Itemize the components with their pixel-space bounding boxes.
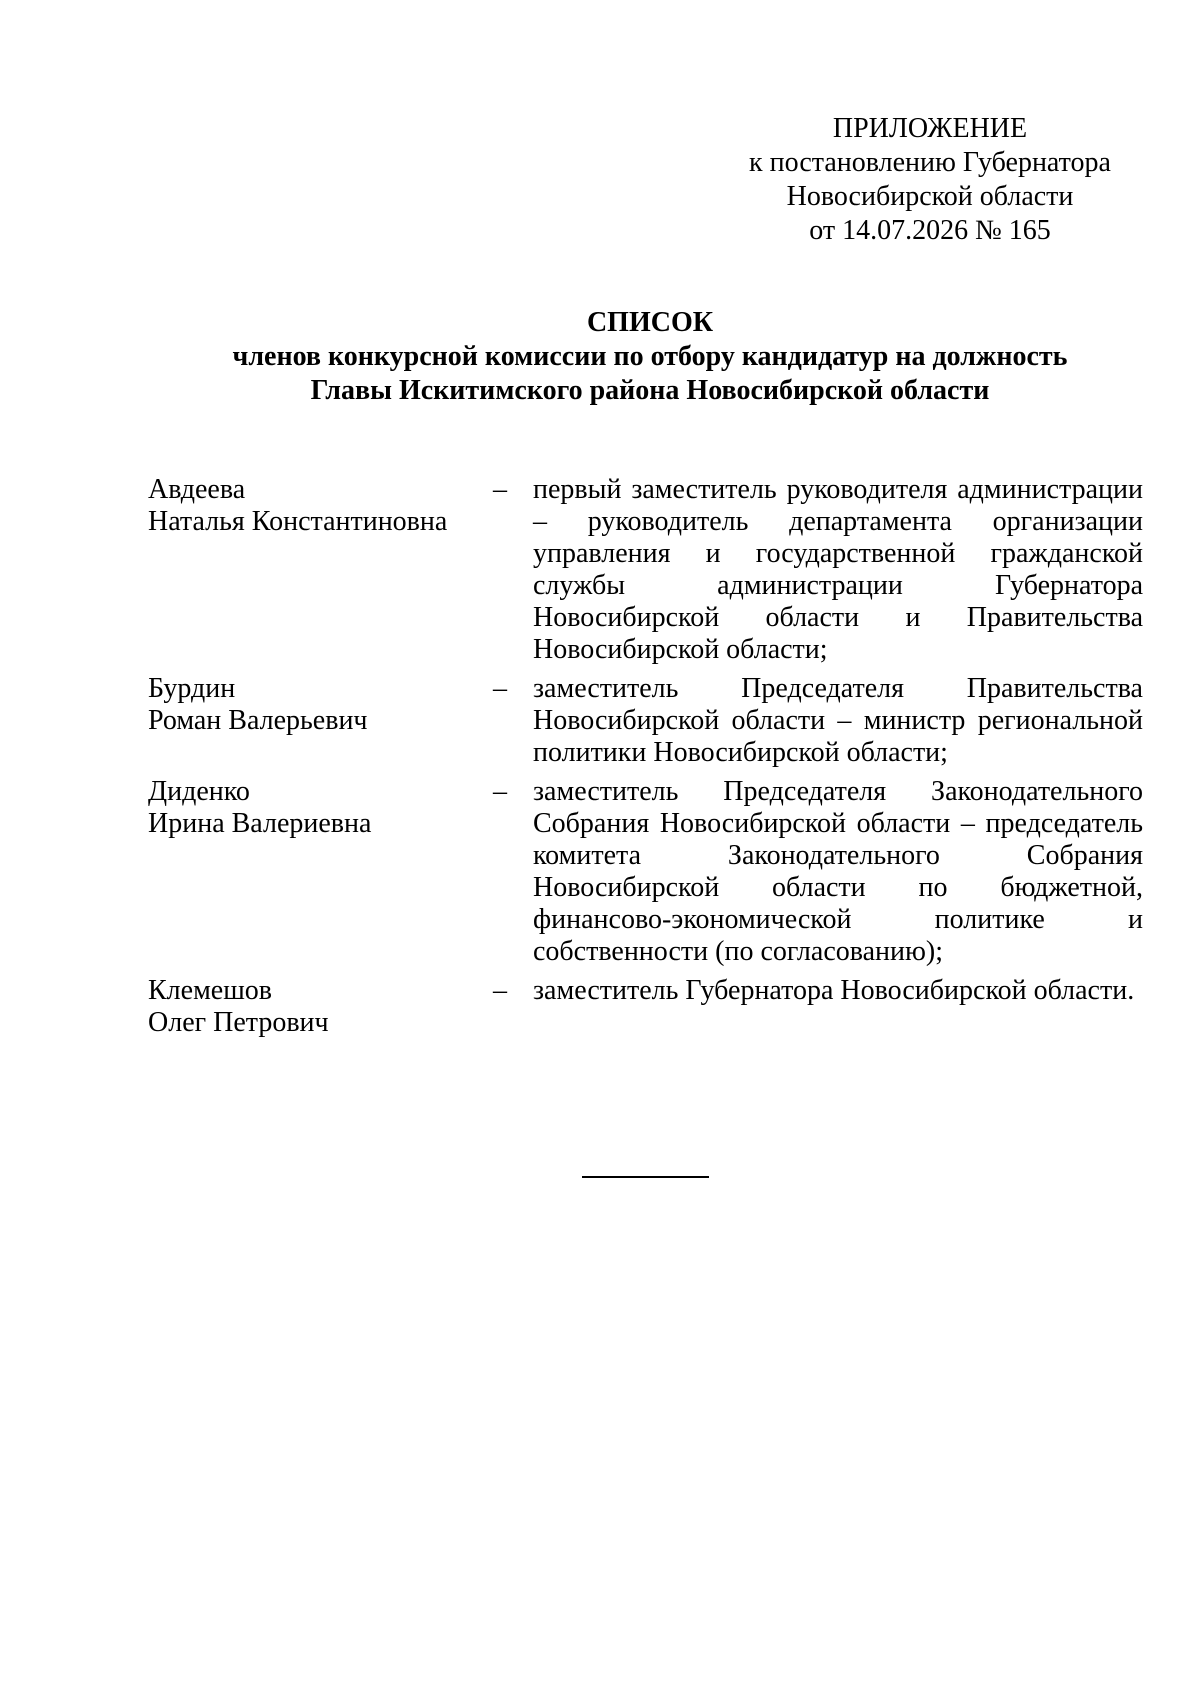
member-given-name: Роман Валерьевич (148, 705, 368, 736)
member-surname: Диденко (148, 776, 250, 807)
member-dash: – (493, 474, 507, 505)
title-subheading: членов конкурсной комиссии по отбору кандидатур на должность (232, 341, 1068, 372)
member-dash: – (493, 776, 507, 807)
member-name (148, 474, 493, 666)
member-given-name: Ирина Валериевна (148, 808, 372, 839)
member-position: заместитель Председателя Правительства Новосибирской области – министр региональной политики Новосибирской области; (533, 673, 1143, 768)
member-dash: – (493, 975, 507, 1006)
title-heading: СПИСОК (586, 307, 714, 338)
member-dash: – (493, 673, 507, 704)
list-item (148, 673, 1143, 769)
appendix-date-number: от 14.07.2026 № 165 (809, 215, 1051, 246)
member-name (148, 975, 493, 1039)
members-list (148, 474, 1143, 1046)
member-surname: Авдеева (148, 474, 246, 505)
member-position: первый заместитель руководителя администрации – руководитель департамента организации управления и государственной гражданской службы администрации Губернатора Новосибирской области и Правительства Новосибирской области; (533, 474, 1143, 665)
member-given-name: Наталья Константиновна (148, 506, 448, 537)
member-position: заместитель Губернатора Новосибирской области. (533, 975, 1135, 1006)
appendix-title: ПРИЛОЖЕНИЕ (832, 113, 1028, 144)
list-item (148, 975, 1143, 1039)
member-name (148, 673, 493, 769)
closing-separator-line (582, 1176, 709, 1178)
member-surname: Клемешов (148, 975, 273, 1006)
title-subheading-2: Главы Искитимского района Новосибирской области (310, 375, 990, 406)
appendix-header (700, 112, 1160, 248)
list-item (148, 776, 1143, 968)
list-item (148, 474, 1143, 666)
member-name (148, 776, 493, 968)
document-title (100, 306, 1200, 408)
appendix-reference: к постановлению Губернатора (749, 147, 1111, 178)
member-given-name: Олег Петрович (148, 1007, 329, 1038)
member-surname: Бурдин (148, 673, 236, 704)
member-position: заместитель Председателя Законодательного Собрания Новосибирской области – председатель комитета Законодательного Собрания Новосибирской области по бюджетной, финансово-экономической политике и собственности (по согласованию); (533, 776, 1143, 967)
appendix-region: Новосибирской области (786, 181, 1074, 212)
